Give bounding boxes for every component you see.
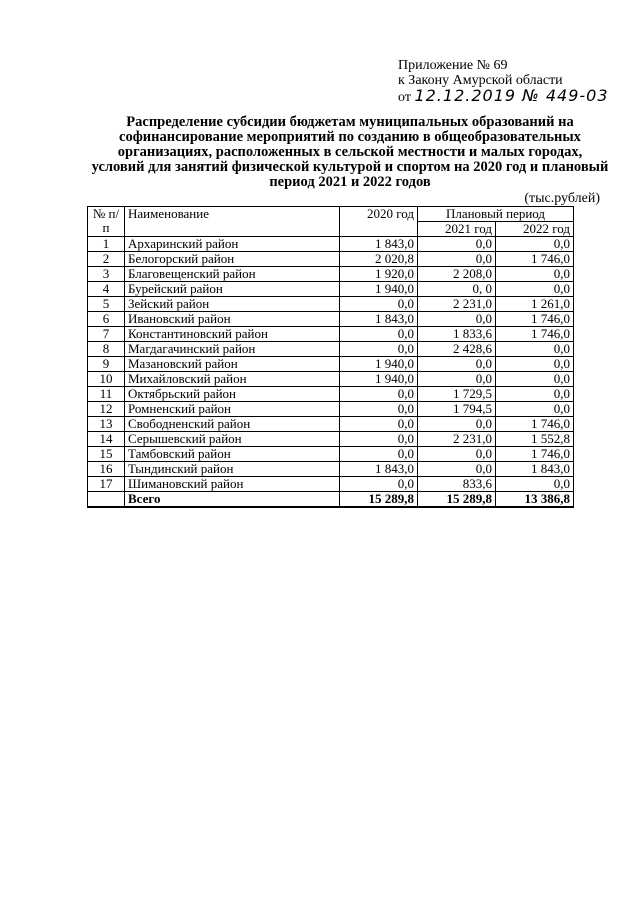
value-2021: 2 208,0: [418, 267, 496, 282]
table-row: [88, 357, 574, 372]
header-2021: 2021 год: [418, 222, 496, 237]
value-2022: 0,0: [496, 357, 574, 372]
value-2020: 0,0: [340, 477, 418, 492]
row-number: 15: [88, 447, 125, 462]
row-number: 1: [88, 237, 125, 252]
value-2020: 2 020,8: [340, 252, 418, 267]
row-number: 8: [88, 342, 125, 357]
district-name: Ромненский район: [125, 402, 340, 417]
value-2021: 0,0: [418, 447, 496, 462]
value-2020: 1 843,0: [340, 237, 418, 252]
value-2021: 0,0: [418, 357, 496, 372]
table-row: [88, 447, 574, 462]
appendix-law-ref: к Закону Амурской области: [398, 73, 563, 88]
row-number: 16: [88, 462, 125, 477]
total-label: Всего: [125, 492, 340, 508]
row-number: 9: [88, 357, 125, 372]
row-number: 4: [88, 282, 125, 297]
row-number: 14: [88, 432, 125, 447]
district-name: Бурейский район: [125, 282, 340, 297]
appendix-date-line: [398, 88, 609, 105]
value-2021: 1 794,5: [418, 402, 496, 417]
table-body: [88, 237, 574, 508]
row-number: 2: [88, 252, 125, 267]
value-2022: 0,0: [496, 282, 574, 297]
district-name: Свободненский район: [125, 417, 340, 432]
total-2020: 15 289,8: [340, 492, 418, 508]
district-name: Октябрьский район: [125, 387, 340, 402]
value-2021: 0,0: [418, 312, 496, 327]
value-2020: 1 920,0: [340, 267, 418, 282]
value-2022: 0,0: [496, 372, 574, 387]
value-2022: 1 843,0: [496, 462, 574, 477]
header-name: Наименование: [125, 207, 340, 237]
value-2022: 1 746,0: [496, 327, 574, 342]
district-name: Белогорский район: [125, 252, 340, 267]
district-name: Шимановский район: [125, 477, 340, 492]
value-2021: 2 231,0: [418, 432, 496, 447]
table-row: [88, 387, 574, 402]
table-total-row: [88, 492, 574, 508]
table-row: [88, 252, 574, 267]
table-row: [88, 282, 574, 297]
row-number: 7: [88, 327, 125, 342]
value-2020: 0,0: [340, 447, 418, 462]
table-row: [88, 402, 574, 417]
district-name: Константиновский район: [125, 327, 340, 342]
value-2020: 1 940,0: [340, 372, 418, 387]
value-2021: 0,0: [418, 462, 496, 477]
header-planned: Плановый период: [418, 207, 574, 222]
total-2022: 13 386,8: [496, 492, 574, 508]
value-2021: 0,0: [418, 372, 496, 387]
table-header-row: [88, 207, 574, 222]
table-row: [88, 342, 574, 357]
table-row: [88, 237, 574, 252]
table-row: [88, 267, 574, 282]
district-name: Благовещенский район: [125, 267, 340, 282]
table-row: [88, 477, 574, 492]
district-name: Магдагачинский район: [125, 342, 340, 357]
header-2022: 2022 год: [496, 222, 574, 237]
district-name: Серышевский район: [125, 432, 340, 447]
table-row: [88, 432, 574, 447]
units-label: (тыс.рублей): [524, 191, 600, 206]
row-number: 17: [88, 477, 125, 492]
district-name: Михайловский район: [125, 372, 340, 387]
table-row: [88, 297, 574, 312]
district-name: Ивановский район: [125, 312, 340, 327]
row-number: 11: [88, 387, 125, 402]
table-row: [88, 372, 574, 387]
row-number: 13: [88, 417, 125, 432]
value-2021: 0,0: [418, 417, 496, 432]
value-2022: 1 746,0: [496, 312, 574, 327]
appendix-number: Приложение № 69: [398, 58, 508, 73]
header-num: № п/п: [88, 207, 125, 237]
value-2021: 2 231,0: [418, 297, 496, 312]
table-row: [88, 417, 574, 432]
district-name: Тамбовский район: [125, 447, 340, 462]
value-2021: 0,0: [418, 237, 496, 252]
row-number: 12: [88, 402, 125, 417]
value-2020: 0,0: [340, 297, 418, 312]
table-row: [88, 312, 574, 327]
value-2021: 2 428,6: [418, 342, 496, 357]
value-2022: 1 261,0: [496, 297, 574, 312]
value-2022: 0,0: [496, 402, 574, 417]
total-2021: 15 289,8: [418, 492, 496, 508]
value-2021: 0, 0: [418, 282, 496, 297]
value-2021: 0,0: [418, 252, 496, 267]
value-2021: 1 729,5: [418, 387, 496, 402]
value-2022: 1 746,0: [496, 447, 574, 462]
value-2020: 0,0: [340, 402, 418, 417]
value-2022: 0,0: [496, 237, 574, 252]
row-number: 6: [88, 312, 125, 327]
district-name: Архаринский район: [125, 237, 340, 252]
handwritten-date-number: 12.12.2019 № 449-03: [414, 86, 609, 105]
value-2022: 0,0: [496, 342, 574, 357]
row-number: 10: [88, 372, 125, 387]
value-2022: 1 552,8: [496, 432, 574, 447]
value-2021: 1 833,6: [418, 327, 496, 342]
appendix-date-prefix: от: [398, 90, 411, 105]
document-title: Распределение субсидии бюджетам муниципальных образований на софинансирование мероприятий по созданию в общеобразовательных организациях, расположенных в сельской местности и малых городах, условий для занятий физической культурой и спортом на 2020 год и плановый период 2021 и 2022 годов: [91, 114, 609, 190]
district-name: Зейский район: [125, 297, 340, 312]
total-number: [88, 492, 125, 508]
value-2020: 1 843,0: [340, 462, 418, 477]
value-2020: 1 843,0: [340, 312, 418, 327]
value-2020: 0,0: [340, 327, 418, 342]
row-number: 3: [88, 267, 125, 282]
value-2022: 0,0: [496, 477, 574, 492]
value-2021: 833,6: [418, 477, 496, 492]
table-row: [88, 327, 574, 342]
table-row: [88, 462, 574, 477]
value-2022: 1 746,0: [496, 417, 574, 432]
value-2022: 0,0: [496, 387, 574, 402]
value-2020: 1 940,0: [340, 282, 418, 297]
district-name: Мазановский район: [125, 357, 340, 372]
value-2020: 0,0: [340, 417, 418, 432]
subsidy-table: [87, 206, 574, 508]
value-2020: 0,0: [340, 387, 418, 402]
row-number: 5: [88, 297, 125, 312]
value-2022: 0,0: [496, 267, 574, 282]
value-2020: 1 940,0: [340, 357, 418, 372]
value-2020: 0,0: [340, 432, 418, 447]
district-name: Тындинский район: [125, 462, 340, 477]
appendix-block: [398, 58, 609, 105]
value-2020: 0,0: [340, 342, 418, 357]
value-2022: 1 746,0: [496, 252, 574, 267]
header-2020: 2020 год: [340, 207, 418, 237]
